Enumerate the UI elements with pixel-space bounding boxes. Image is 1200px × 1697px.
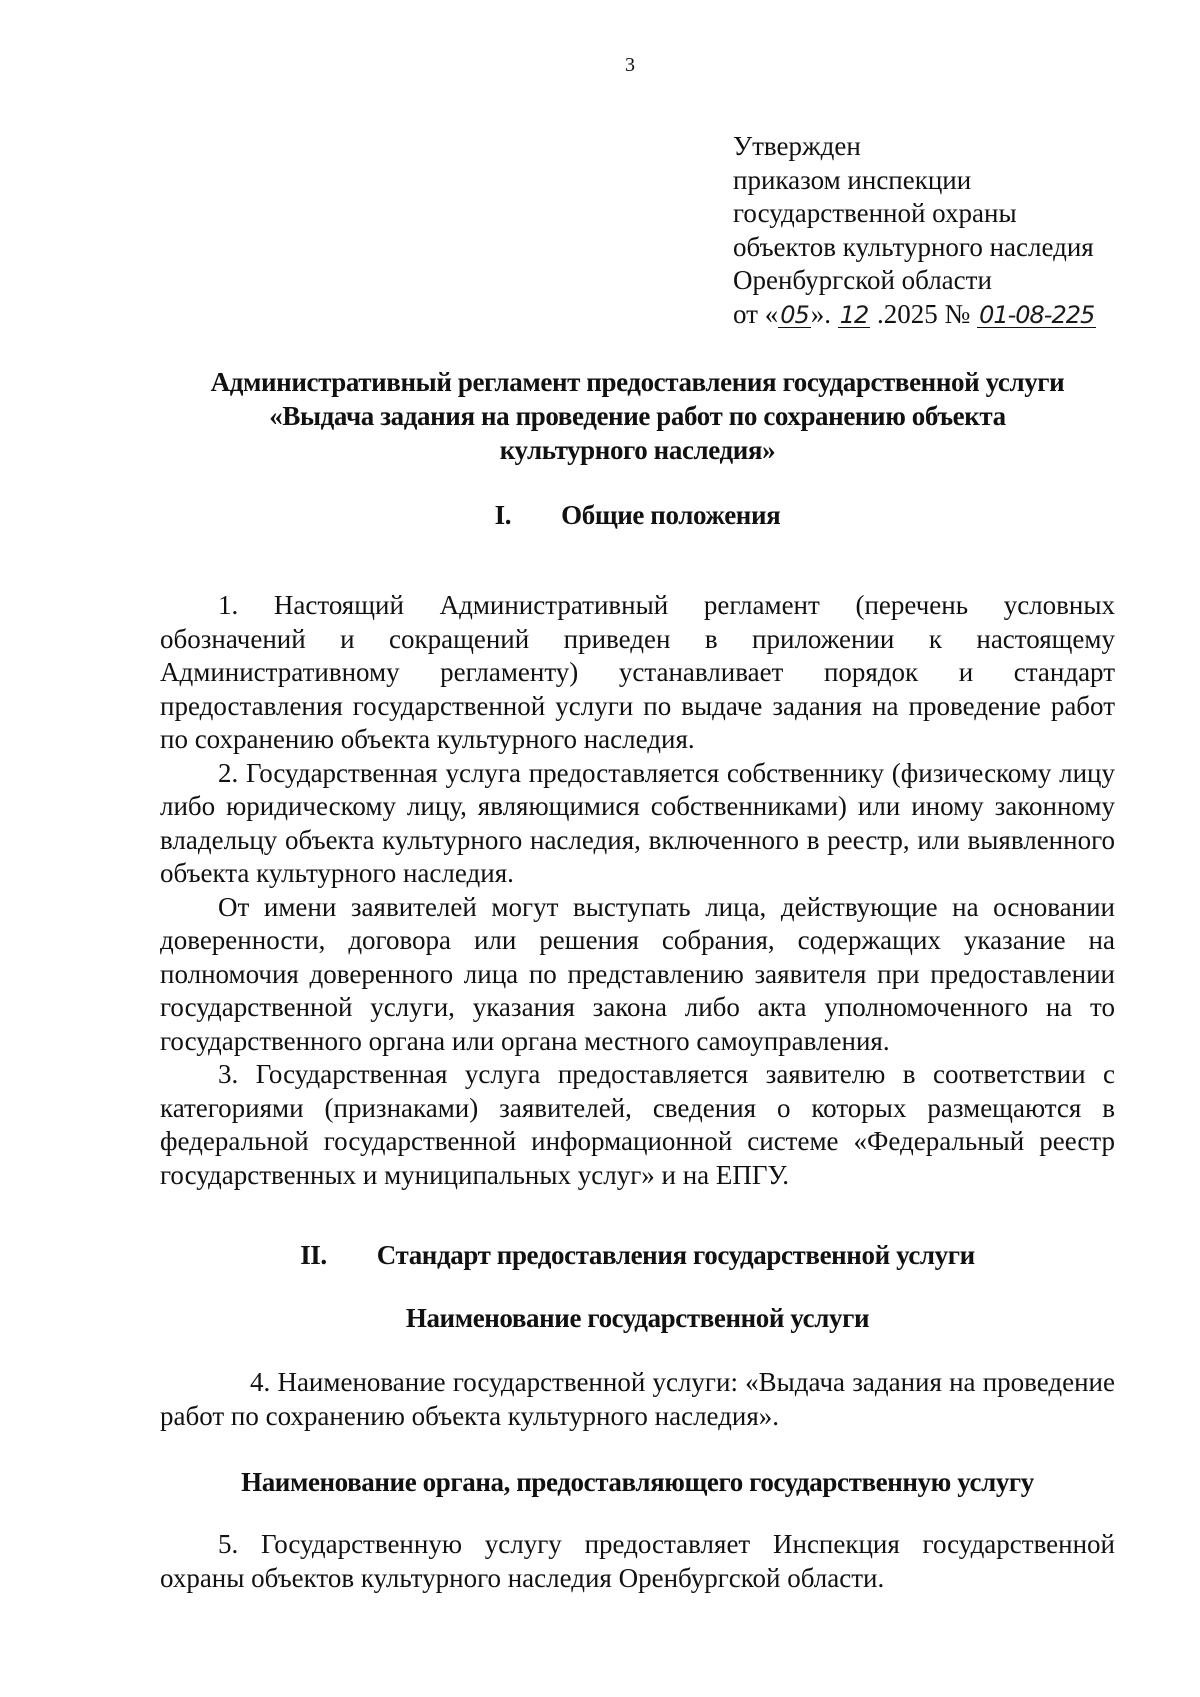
section-1-body <box>160 589 1115 1192</box>
approval-line: приказом инспекции <box>733 164 972 195</box>
paragraph: 4. Наименование государственной услуги: «Выдача задания на проведение работ по сохранению объекта культурного наследия». <box>160 1367 1115 1431</box>
title-line: Административный регламент предоставления государственной услуги <box>210 367 1065 397</box>
section-heading-2 <box>160 1238 1115 1272</box>
date-prefix: от « <box>733 298 779 329</box>
approval-line: государственной охраны <box>733 198 1017 228</box>
paragraph: 5. Государственную услугу предоставляет Инспекция государственной охраны объектов культурного наследия Оренбургской области. <box>160 1529 1115 1593</box>
date-mid: ». <box>810 298 838 329</box>
page-number: 3 <box>625 54 635 76</box>
paragraph: 2. Государственная услуга предоставляется собственнику (физическому лицу либо юридическому лицу, являющимися собственниками) или иному законному владельцу объекта культурного наследия, включенного в реестр, или выявленного объекта культурного наследия. <box>160 757 1115 888</box>
paragraph-5-block <box>160 1528 1115 1595</box>
document-title <box>160 365 1115 467</box>
section-heading-1 <box>160 498 1115 532</box>
approval-line: Оренбургской области <box>733 265 992 295</box>
section-title: Стандарт предоставления государственной услуги <box>376 1240 975 1270</box>
paragraph-4-block <box>160 1366 1115 1433</box>
paragraph: 1. Настоящий Административный регламент (перечень условных обозначений и сокращений приведен в приложении к настоящему Административному регламенту) устанавливает порядок и стандарт предоставления государственной услуги по выдаче задания на проведение работ по сохранению объекта культурного наследия. <box>160 590 1115 754</box>
paragraph: 3. Государственная услуга предоставляется заявителю в соответствии с категориями (признаками) заявителей, сведения о которых размещаются в федеральной государственной информационной системе «Федеральный реестр государственных и муниципальных услуг» и на ЕПГУ. <box>160 1059 1115 1190</box>
approval-date-line <box>733 298 1096 332</box>
subheading-authority: Наименование органа, предоставляющего государственную услугу <box>241 1467 1034 1497</box>
paragraph: От имени заявителей могут выступать лица, действующие на основании доверенности, договора или решения собрания, содержащих указание на полномочия доверенного лица по представлению заявителя при предоставлении государственной услуги, указания закона либо акта уполномоченного на то государственного органа или органа местного самоуправления. <box>160 891 1115 1056</box>
approval-line: объектов культурного наследия <box>733 231 1094 262</box>
date-year: .2025 № <box>870 298 978 329</box>
title-line: культурного наследия» <box>499 435 776 465</box>
handwritten-month: 12 <box>839 300 869 329</box>
section-title: Общие положения <box>561 500 781 530</box>
approval-block <box>733 130 1096 331</box>
title-line: «Выдача задания на проведение работ по сохранению объекта <box>269 401 1006 431</box>
approval-line: Утвержден <box>733 131 861 161</box>
subheading-service-name: Наименование государственной услуги <box>405 1303 870 1333</box>
section-number: II. <box>300 1240 327 1270</box>
handwritten-day: 05 <box>780 300 809 329</box>
handwritten-order-number: 01-08-225 <box>979 300 1095 329</box>
section-number: I. <box>494 500 512 530</box>
